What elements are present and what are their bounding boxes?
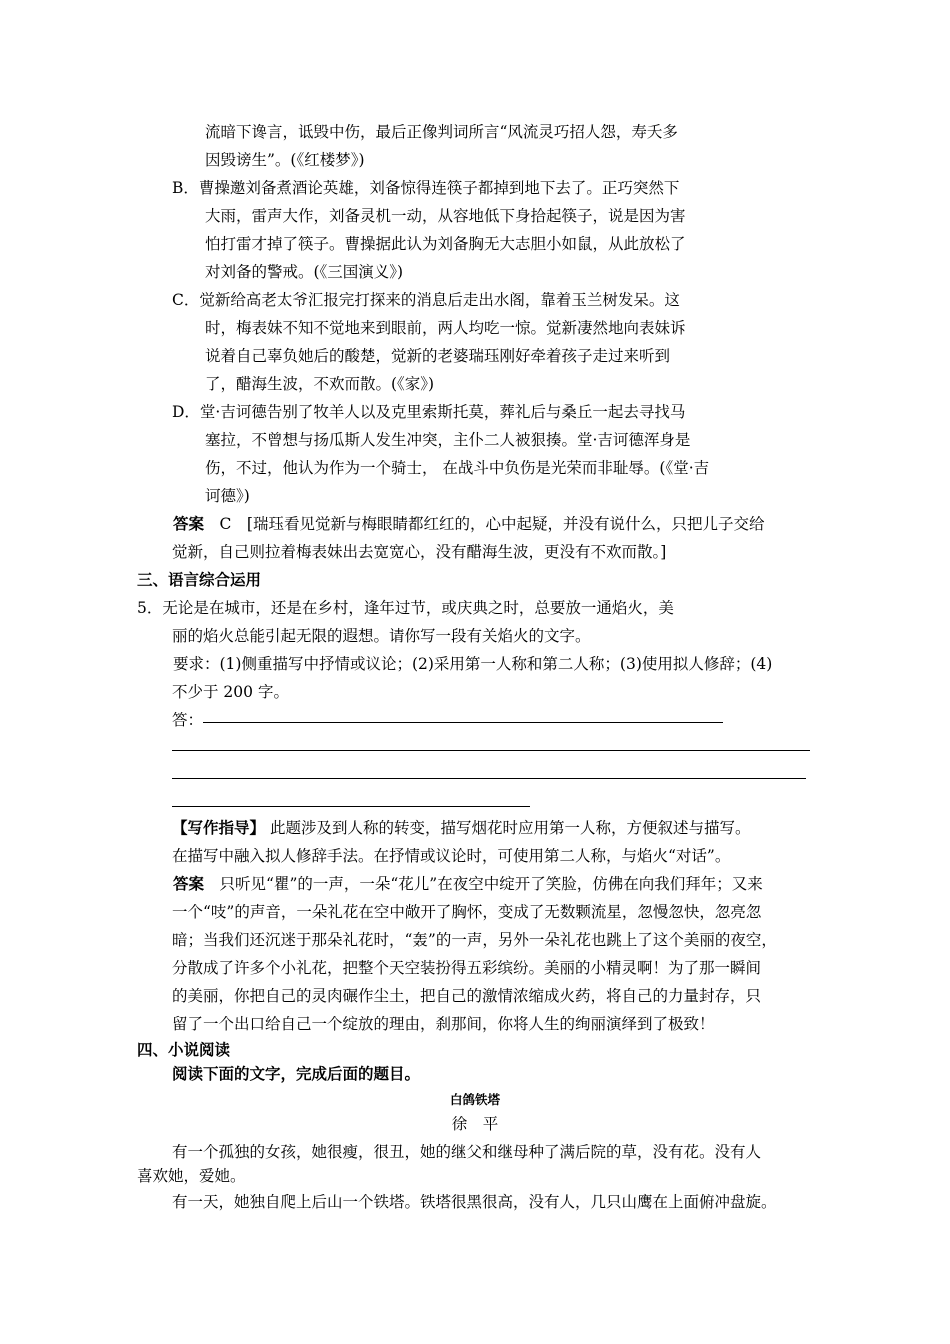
option-b-line-1: B．曹操邀刘备煮酒论英雄，刘备惊得连筷子都掉到地下去了。正巧突然下: [172, 179, 680, 197]
story-paragraph-2-line-1: 有一天，她独自爬上后山一个铁塔。铁塔很黑很高，没有人，几只山鹰在上面俯冲盘旋。: [172, 1193, 777, 1211]
answer-blank-line-4: [172, 806, 530, 807]
question-5-line-2: 丽的焰火总能引起无限的遐想。请你写一段有关焰火的文字。: [172, 627, 591, 645]
section-3-heading: 三、语言综合运用: [137, 571, 262, 589]
answer-5-line-5: 的美丽，你把自己的灵肉碾作尘土，把自己的激情浓缩成火药，将自己的力量封存，只: [172, 987, 762, 1005]
answer-4-line-1: [173, 514, 764, 534]
answer-5-line-3: 暗；当我们还沉迷于那朵礼花时，“轰”的一声，另外一朵礼花也跳上了这个美丽的夜空，: [172, 931, 777, 949]
question-5-line-1: 5．无论是在城市，还是在乡村，逢年过节，或庆典之时，总要放一通焰火，美: [137, 599, 674, 617]
option-d-line-4: 诃德》): [205, 487, 250, 505]
option-c-line-4: 了，醋海生波，不欢而散。(《家》): [205, 375, 435, 393]
option-d-line-3: 伤，不过，他认为作为一个骑士， 在战斗中负伤是光荣而非耻辱。(《堂·吉: [205, 459, 710, 477]
option-c-line-1: C．觉新给高老太爷汇报完打探来的消息后走出水阁，靠着玉兰树发呆。这: [172, 291, 680, 309]
story-paragraph-1-line-2: 喜欢她，爱她。: [137, 1167, 246, 1185]
option-a-line-1: 流暗下谗言，诋毁中伤，最后正像判词所言“风流灵巧招人怨，寿夭多: [205, 123, 678, 141]
option-d-line-2: 塞拉，不曾想与扬瓜斯人发生冲突，主仆二人被狠揍。堂·吉诃德浑身是: [205, 431, 691, 449]
question-5-requirement-2: 不少于 200 字。: [172, 683, 289, 701]
answer-label: 答案: [173, 875, 205, 893]
option-c-line-2: 时，梅表妹不知不觉地来到眼前，两人均吃一惊。觉新凄然地向表妹诉: [205, 319, 686, 337]
answer-5-line-1: [173, 874, 763, 894]
story-paragraph-1-line-1: 有一个孤独的女孩，她很瘦，很丑，她的继父和继母种了满后院的草，没有花。没有人: [172, 1143, 762, 1161]
answer-label: 答案: [173, 515, 205, 533]
answer-blank-line-1: [203, 722, 723, 723]
answer-4-text: C [瑞珏看见觉新与梅眼睛都红红的，心中起疑，并没有说什么，只把儿子交给: [219, 515, 765, 533]
answer-prompt: 答：: [172, 711, 204, 729]
answer-blank-line-2: [172, 750, 810, 751]
writing-guide-line-2: 在描写中融入拟人修辞手法。在抒情或议论时，可使用第二人称，与焰火“对话”。: [172, 847, 731, 865]
option-c-line-3: 说着自己辜负她后的酸楚，觉新的老婆瑞珏刚好牵着孩子走过来听到: [205, 347, 671, 365]
option-b-line-3: 怕打雷才掉了筷子。曹操据此认为刘备胸无大志胆小如鼠，从此放松了: [205, 235, 686, 253]
option-a-line-2: 因毁谤生”。(《红楼梦》): [205, 151, 365, 169]
option-b-line-4: 对刘备的警戒。(《三国演义》): [205, 263, 404, 281]
writing-guide-label: 【写作指导】: [172, 819, 266, 837]
writing-guide-line-1: [172, 818, 750, 838]
answer-5-text: 只听见“瞿”的一声，一朵“花儿”在夜空中绽开了笑脸，仿佛在向我们拜年；又来: [219, 875, 763, 893]
section-4-heading: 四、小说阅读: [137, 1041, 231, 1059]
story-title: 白鸽铁塔: [449, 1092, 500, 1107]
question-5-requirement-1: 要求：(1)侧重描写中抒情或议论；(2)采用第一人称和第二人称；(3)使用拟人修辞；(4): [173, 655, 773, 673]
answer-blank-line-3: [172, 778, 806, 779]
answer-5-line-4: 分散成了许多个小礼花，把整个天空装扮得五彩缤纷。美丽的小精灵啊！为了那一瞬间: [172, 959, 762, 977]
writing-guide-text: 此题涉及到人称的转变，描写烟花时应用第一人称，方便叙述与描写。: [269, 819, 751, 837]
option-d-line-1: D．堂·吉诃德告别了牧羊人以及克里索斯托莫，葬礼后与桑丘一起去寻找马: [172, 403, 686, 421]
story-author: 徐 平: [451, 1115, 499, 1133]
answer-5-line-6: 留了一个出口给自己一个绽放的理由，刹那间，你将人生的绚丽演绎到了极致！: [172, 1015, 715, 1033]
answer-4-line-2: 觉新，自己则拉着梅表妹出去宽宽心，没有醋海生波，更没有不欢而散。]: [172, 543, 667, 561]
reading-instruction: 阅读下面的文字，完成后面的题目。: [172, 1065, 421, 1083]
option-b-line-2: 大雨，雷声大作，刘备灵机一动，从容地低下身拾起筷子，说是因为害: [205, 207, 686, 225]
answer-5-line-2: 一个“吱”的声音，一朵礼花在空中敞开了胸怀，变成了无数颗流星，忽慢忽快，忽亮忽: [172, 903, 762, 921]
